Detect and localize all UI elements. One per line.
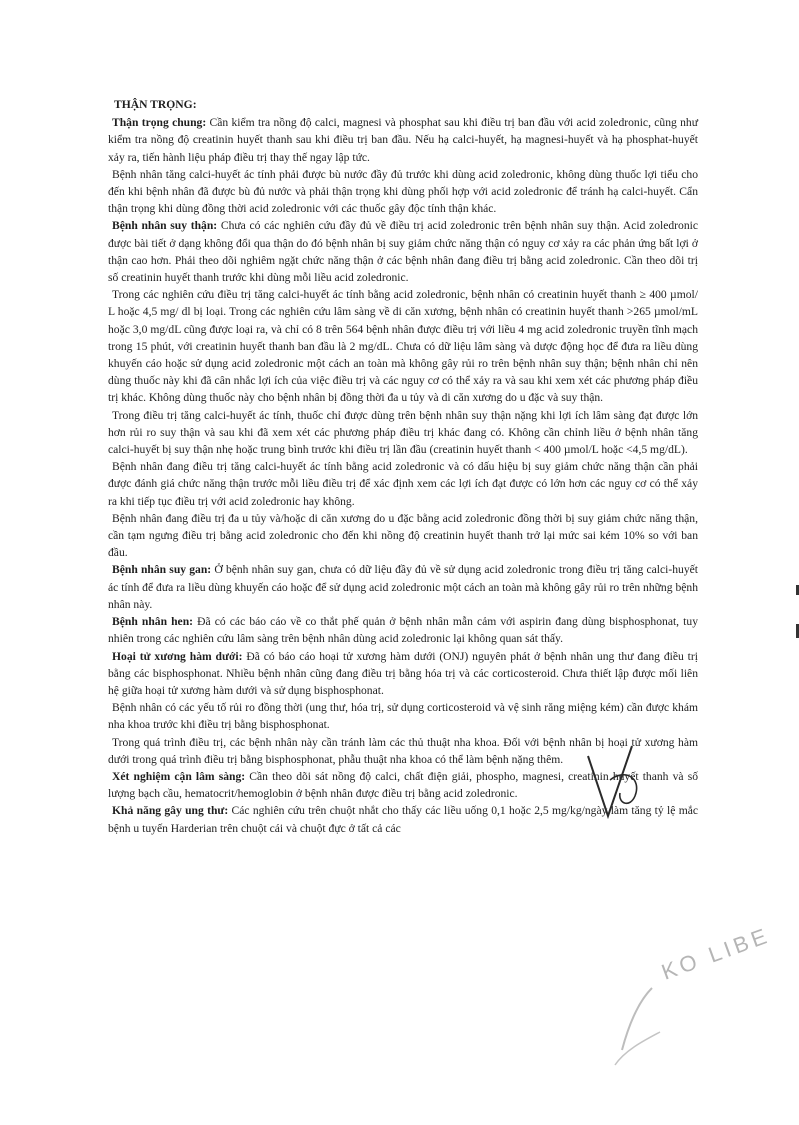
paragraph [108,286,698,406]
paragraph [108,166,698,218]
paragraph-text: Trong quá trình điều trị, các bệnh nhân này cần tránh làm các thủ thuật nha khoa. Đối với bệnh nhân bị hoại tử xương hàm dưới trong quá trình điều trị bằng bisphosphonat, phẫu thuật nha khoa có thể làm bệnh nặng thêm. [108,735,698,766]
paragraph-text: Ở bệnh nhân suy gan, chưa có dữ liệu đầy đủ về sử dụng acid zoledronic trong điều trị tăng calci-huyết ác tính để đưa ra liều dùng khuyến cáo hoặc để sử dụng acid zoledronic một cách an toàn mà không gây rủi ro trên những bệnh nhân này. [108,563,698,611]
paragraph-text: Đã có các báo cáo về co thắt phế quản ở bệnh nhân mẫn cảm với aspirin đang dùng bisphosphonat, tuy nhiên trong các nghiên cứu lâm sàng trên bệnh nhân dùng acid zoledronic lại không quan sát thấy. [108,615,698,646]
paragraph [108,734,698,768]
paragraph [108,561,698,613]
paragraph-label: Hoại tử xương hàm dưới: [112,649,243,663]
paragraph-text: Trong điều trị tăng calci-huyết ác tính, thuốc chỉ được dùng trên bệnh nhân suy thận nặng khi lợi ích lâm sàng đạt được lớn hơn rủi ro suy thận và sau khi đã xem xét các phương pháp điều trị khác đang có. Không cần chỉnh liều ở bệnh nhân tăng calci-huyết bị suy thận nhẹ hoặc trung bình trước khi điều trị lần đầu (creatinin huyết thanh < 400 µmol/L hoặc <4,5 mg/dL). [108,408,698,457]
paragraph-text: Bệnh nhân đang điều trị đa u tủy và/hoặc di căn xương do u đặc bằng acid zoledronic đồng thời bị suy giảm chức năng thận, cần tạm ngưng điều trị bằng acid zoledronic cho đến khi nồng độ creatinin huyết thanh trở lại mức sai kém 10% so với ban đầu. [108,511,698,560]
paragraph-label: Khả năng gây ung thư: [112,804,229,818]
document-body [108,96,698,837]
paragraph [108,407,698,459]
svg-text:KO LIBE: KO LIBE [658,922,774,985]
paragraph-text: Chưa có các nghiên cứu đầy đủ về điều trị acid zoledronic trên bệnh nhân suy thận. Acid zoledronic được bài tiết ở dạng không đổi qua thận do đó bệnh nhân bị suy giảm chức năng thận có nguy cơ xảy ra các phản ứng bất lợi ở thận cao hơn. Phải theo dõi nghiêm ngặt chức năng thận ở các bệnh nhân đang điều trị bằng acid zoledronic. Cần theo dõi trị số creatinin huyết thanh trước khi dùng mỗi liều acid zoledronic. [108,219,698,285]
paragraph-text: Cần theo dõi sát nồng độ calci, chất điện giải, phospho, magnesi, creatinin huyết thanh và số lượng bạch cầu, hematocrit/hemoglobin ở bệnh nhân được điều trị bằng acid zoledronic. [108,769,699,801]
paragraph-label: Bệnh nhân hen: [112,615,194,629]
paragraph-text: Bệnh nhân tăng calci-huyết ác tính phải được bù nước đầy đủ trước khi dùng acid zoledronic, không dùng thuốc lợi tiểu cho đến khi bệnh nhân đã được bù đủ nước và phải thận trọng khi dùng phối hợp với acid zoledronic để tránh hạ calci-huyết. Cẩn thận trọng khi dùng đồng thời acid zoledronic với các thuốc gây độc tính thận khác. [108,167,698,216]
paragraph-text: Bệnh nhân đang điều trị tăng calci-huyết ác tính bằng acid zoledronic và có dấu hiệu bị suy giảm chức năng thận cần phải được đánh giá chức năng thận trước mỗi liều điều trị để xác định xem các lợi ích đạt được có lớn hơn các nguy cơ có thể xảy ra khi tiếp tục điều trị với acid zoledronic hay không. [108,460,698,508]
paragraph-label: Bệnh nhân suy gan: [112,563,212,577]
paragraph [108,699,698,733]
paragraph [108,768,698,802]
paragraph-text: Bệnh nhân có các yếu tố rủi ro đồng thời (ung thư, hóa trị, sử dụng corticosteroid và vệ sinh răng miệng kém) cần được khám nha khoa trước khi điều trị bằng bisphosphonat. [108,701,698,732]
stamp-watermark [610,922,774,1070]
paragraph-text: Đã có báo cáo hoại tử xương hàm dưới (ONJ) nguyên phát ở bệnh nhân ung thư đang điều trị bằng các bisphosphonat. Nhiều bệnh nhân cũng đang điều trị bằng hóa trị và các corticosteroid. Chưa thiết lập được mối liên hệ giữa hoại tử xương hàm dưới và sử dụng bisphosphonat. [108,649,698,697]
paragraph-text: Cần kiểm tra nồng độ calci, magnesi và phosphat sau khi điều trị ban đầu với acid zoledronic, cũng như kiểm tra nồng độ creatinin huyết thanh sau khi điều trị ban đầu. Nếu hạ calci-huyết, hạ magnesi-huyết và hạ phosphat-huyết xảy ra, tiến hành liệu pháp điều trị thay thế ngay lập tức. [108,116,698,164]
paragraph [108,217,698,286]
paragraph [108,458,698,510]
paragraph [108,510,698,562]
paragraph-label: Xét nghiệm cận lâm sàng: [112,769,246,783]
paragraph-label: Thận trọng chung: [112,116,207,130]
section-heading: THẬN TRỌNG: [114,98,197,111]
paragraph [108,648,698,700]
paragraph [108,613,698,647]
paragraph-label: Bệnh nhân suy thận: [112,219,218,233]
paragraph-text: Trong các nghiên cứu điều trị tăng calci-huyết ác tính bằng acid zoledronic, bệnh nhân có creatinin huyết thanh ≥ 400 µmol/ L hoặc 4,5 mg/ dl bị loại. Trong các nghiên cứu lâm sàng về di căn xương, bệnh nhân có creatinin huyết thanh >265 µmol/mL hoặc 3,0 mg/dL cũng được loại ra, và chỉ có 8 trên 564 bệnh nhân được điều trị với liều 4 mg acid zoledronic truyền tĩnh mạch trong 15 phút, với creatinin huyết thanh ban đầu là 2 mg/dL. Chưa có dữ liệu lâm sàng và dược động học để đưa ra liều dùng khuyến cáo hoặc sử dụng acid zoledronic một cách an toàn mà không gây rủi ro trên bệnh nhân suy thận; bệnh nhân chỉ nên dùng thuốc này khi đã cân nhắc lợi ích của việc điều trị và các nguy cơ có thể xảy ra và sau khi xem xét các phương pháp điều trị khác. Không dùng thuốc này cho bệnh nhân bị đồng thời đa u tủy và di căn xương do u đặc và suy thận. [108,288,698,405]
paragraph-list [108,114,698,837]
paragraph-text: Các nghiên cứu trên chuột nhắt cho thấy các liều uống 0,1 hoặc 2,5 mg/kg/ngày làm tăng tỷ lệ mắc bệnh u tuyến Harderian trên chuột cái và chuột đực ở tất cả các [108,804,698,835]
paragraph [108,114,698,166]
paragraph [108,802,698,836]
